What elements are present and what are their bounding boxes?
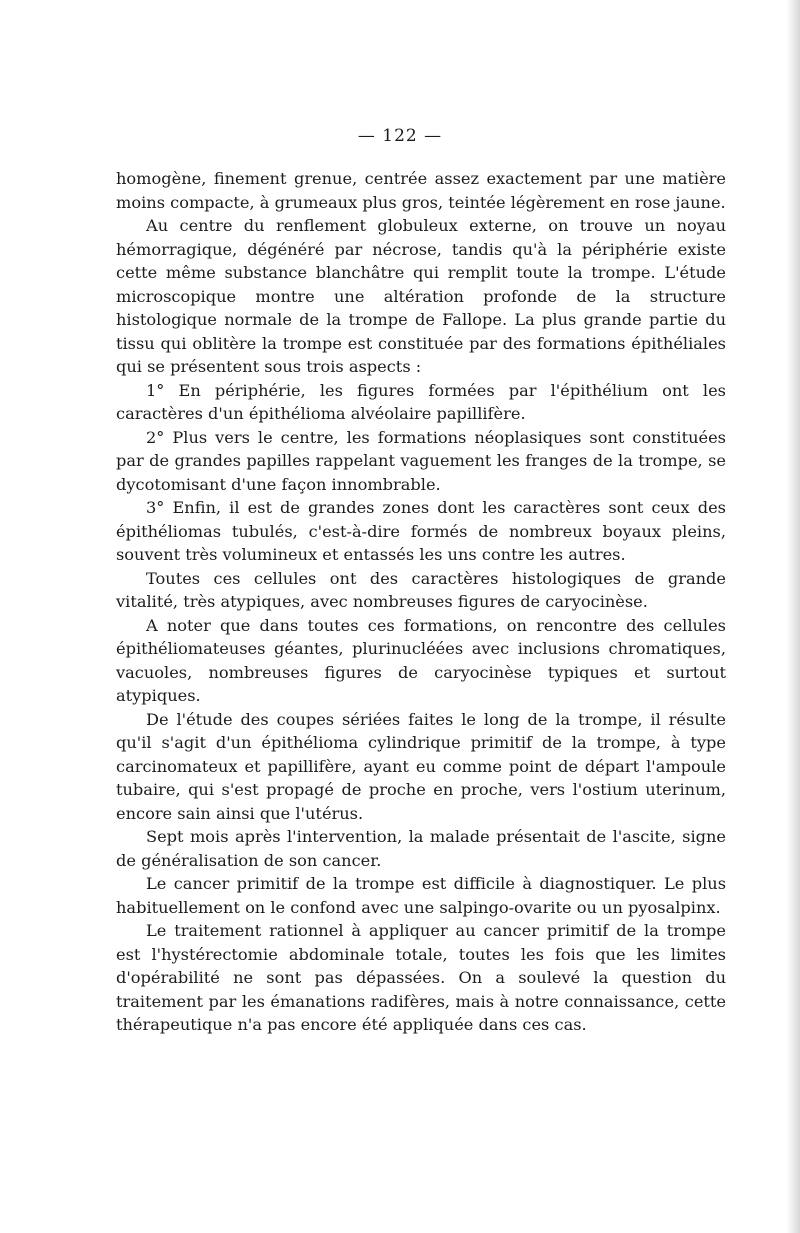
body-text [116,167,726,1037]
paragraph-continued: homogène, finement grenue, centrée assez exactement par une matière moins compacte, à grumeaux plus gros, teintée légèrement en rose jaune. [116,169,726,212]
paragraph-renflement: Au centre du renflement globuleux externe, on trouve un noyau hémorragique, dégénéré par nécrose, tandis qu'à la périphérie existe cette même substance blanchâtre qui remplit toute la trompe. L'étude microscopique montre une altération profonde de la structure histologique normale de la trompe de Fallope. La plus grande partie du tissu qui oblitère la trompe est constituée par des formations épithéliales qui se présentent sous trois aspects : [116,216,726,376]
paragraph-coupes-seriees: De l'étude des coupes sériées faites le long de la trompe, il résulte qu'il s'agit d'un épithélioma cylindrique primitif de la trompe, à type carcinomateux et papillifère, ayant eu comme point de départ l'ampoule tubaire, qui s'est propagé de proche en proche, vers l'ostium uterinum, encore sain ainsi que l'utérus. [116,709,726,823]
paragraph-traitement: Le traitement rationnel à appliquer au cancer primitif de la trompe est l'hystérectomie abdominale totale, toutes les fois que les limites d'opérabilité ne sont pas dépassées. On a soulevé la question du traitement par les émanations radifères, mais à notre connaissance, cette thérapeutique n'a pas encore été appliquée dans ces cas. [116,921,726,1034]
paragraph-aspect-3: 3° Enfin, il est de grandes zones dont les caractères sont ceux des épithéliomas tubulés, c'est-à-dire formés de nombreux boyaux pleins, souvent très volumineux et entassés les uns contre les autres. [116,498,726,564]
paragraph-cellules-geantes: A noter que dans toutes ces formations, on rencontre des cellules épithéliomateuses géantes, plurinucléées avec inclusions chromatiques, vacuoles, nombreuses figures de caryocinèse typiques et surtout atypiques. [116,615,726,705]
paragraph-ascite: Sept mois après l'intervention, la malade présentait de l'ascite, signe de généralisation de son cancer. [116,827,726,870]
page-edge-shadow [786,0,800,1233]
paragraph-aspect-2: 2° Plus vers le centre, les formations néoplasiques sont constituées par de grandes papilles rappelant vaguement les franges de la trompe, se dycotomisant d'une façon innombrable. [116,427,726,494]
page-number: — 122 — [357,126,443,146]
paragraph-aspect-1: 1° En périphérie, les figures formées par l'épithélium ont les caractères d'un épithélioma alvéolaire papillifère. [116,380,726,423]
paragraph-vitalite: Toutes ces cellules ont des caractères histologiques de grande vitalité, très atypiques, avec nombreuses figures de caryocinèse. [116,568,726,611]
paragraph-diagnostic: Le cancer primitif de la trompe est difficile à diagnostiquer. Le plus habituellement on le confond avec une salpingo-ovarite ou un pyosalpinx. [116,874,726,917]
